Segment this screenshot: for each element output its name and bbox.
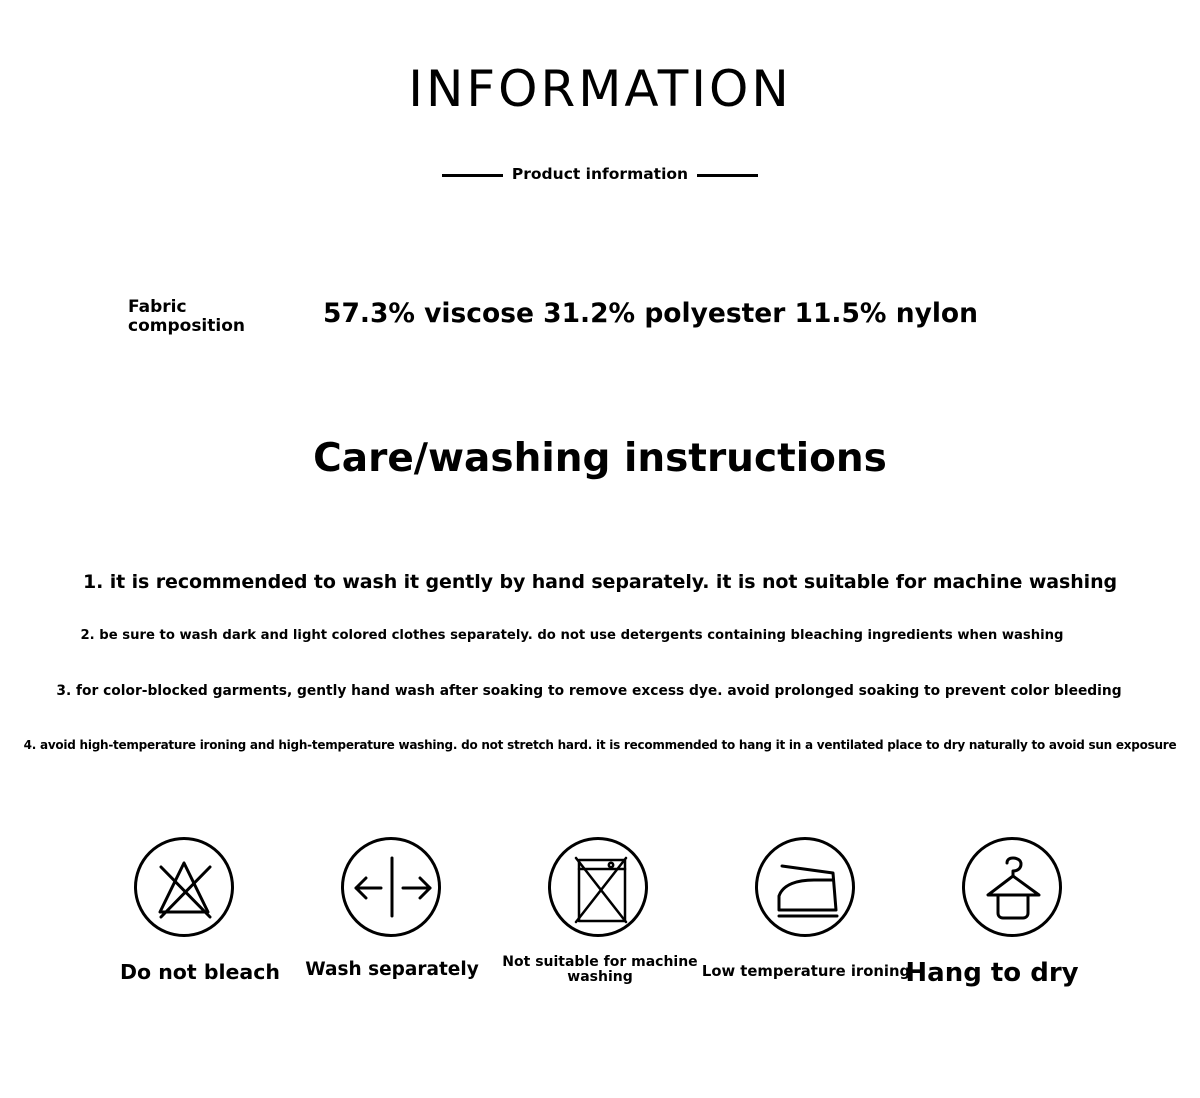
low-temp-iron-icon: [755, 837, 855, 937]
section-subtitle: Product information: [511, 165, 689, 183]
hang-dry-icon: [962, 837, 1062, 937]
fabric-label: Fabric composition: [128, 297, 245, 336]
instruction-4: 4. avoid high-temperature ironing and high-temperature washing. do not stretch hard. it is recommended to hang it in a ventilated place to dry naturally to avoid sun exposure: [23, 738, 1177, 752]
fabric-value: 57.3% viscose 31.2% polyester 11.5% nylon: [323, 298, 979, 329]
instruction-1: 1. it is recommended to wash it gently by hand separately. it is not suitable for machine washing: [82, 571, 1118, 593]
no-bleach-label: Do not bleach: [119, 960, 281, 984]
instruction-2: 2. be sure to wash dark and light colored clothes separately. do not use detergents containing bleaching ingredients when washing: [80, 628, 1064, 643]
wash-separately-label: Wash separately: [305, 959, 479, 980]
wash-separately-icon: [341, 837, 441, 937]
care-title: Care/washing instructions: [313, 436, 887, 481]
no-bleach-icon: [134, 837, 234, 937]
low-temp-iron-label: Low temperature ironing: [701, 963, 911, 980]
instruction-3: 3. for color-blocked garments, gently hand wash after soaking to remove excess dye. avoid prolonged soaking to prevent color bleeding: [56, 683, 1122, 699]
page-title: INFORMATION: [408, 60, 792, 118]
subtitle-rule-right: [697, 174, 758, 177]
no-machine-wash-icon: [548, 837, 648, 937]
no-machine-wash-label: Not suitable for machine washing: [502, 954, 698, 985]
hang-dry-label: Hang to dry: [905, 958, 1079, 988]
